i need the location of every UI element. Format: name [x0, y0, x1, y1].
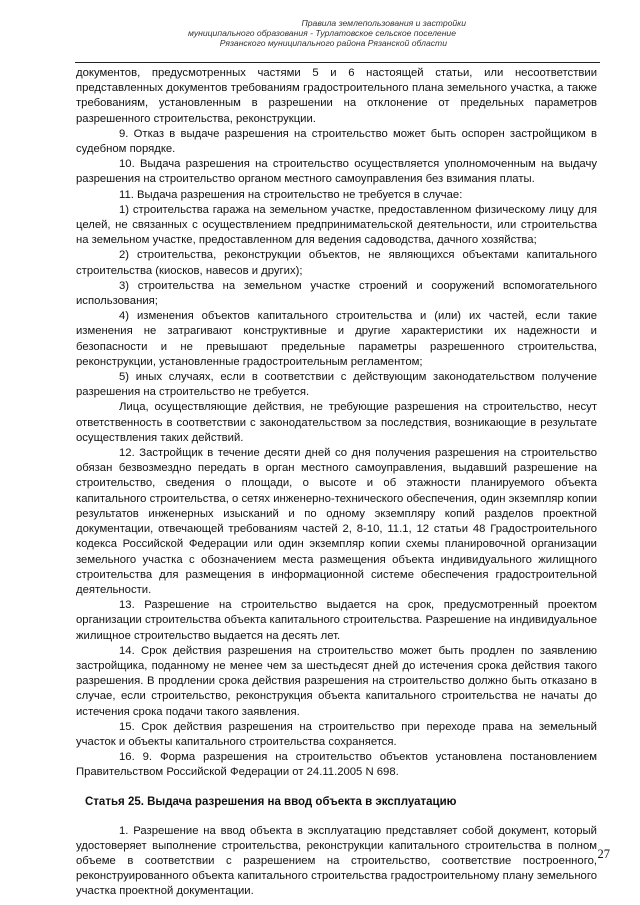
paragraph-11-item-1: 1) строительства гаража на земельном участке, предоставленном физическому лицу для целей, не связанных с осуществлением предпринимательской деятельности, или строительства на земельном участке, предоставленном для ведения садоводства, дачного хозяйства; — [76, 203, 597, 247]
header-line-1: Правила землепользования и застройки — [301, 18, 466, 28]
paragraph-12: 12. Застройщик в течение десяти дней со дня получения разрешения на строительство обязан безвозмездно передать в орган местного самоуправления, выдавший разрешение на строительство, сведения о площади, о высоте и об этажности планируемого объекта капитального строительства, о сетях инженерно-технического обеспечения, один экземпляр копии результатов инженерных изысканий и по одному экземпляру копий разделов проектной документации, отвечающей требованиям частей 2, 8-10, 11.1, 12 статьи 48 Градостроительного кодекса Российской Федерации или один экземпляр копии схемы планировочной организации земельного участка с обозначением места размещения объекта индивидуального жилищного строительства для размещения в информационной системе обеспечения градостроительной деятельности. — [76, 447, 597, 596]
header-line-3: Рязанского муниципального района Рязанской области — [219, 38, 447, 48]
running-header — [60, 18, 600, 48]
paragraph-16: 16. 9. Форма разрешения на строительство объектов установлена постановлением Правительством Российской Федерации от 24.11.2005 N 698. — [76, 751, 597, 779]
paragraph-13: 13. Разрешение на строительство выдается на срок, предусмотренный проектом организации строительства объекта капитального строительства. Разрешение на индивидуальное жилищное строительство выдается на десять лет. — [76, 599, 597, 642]
document-body — [76, 66, 597, 900]
paragraph-11-item-2: 2) строительства, реконструкции объектов, не являющихся объектами капитального строительства (киосков, навесов и других); — [76, 249, 597, 277]
paragraph-10: 10. Выдача разрешения на строительство осуществляется уполномоченным на выдачу разрешения на строительство органом местного самоуправления без взимания платы. — [76, 158, 597, 186]
header-rule — [75, 62, 600, 63]
paragraph-9: 9. Отказ в выдаче разрешения на строительство может быть оспорен застройщиком в судебном порядке. — [76, 127, 597, 156]
paragraph-15: 15. Срок действия разрешения на строительство при переходе права на земельный участок и объекты капитального строительства сохраняется. — [76, 720, 597, 748]
paragraph-liability: Лица, осуществляющие действия, не требующие разрешения на строительство, несут ответственность в соответствии с законодательством за последствия, возникающие в результате осуществления таких действий. — [76, 401, 597, 444]
article-25-heading: Статья 25. Выдача разрешения на ввод объекта в эксплуатацию — [85, 795, 457, 808]
paragraph-continuation: документов, предусмотренных частями 5 и 6 настоящей статьи, или несоответствии представленных документов требованиям градостроительного плана земельного участка, а также требованиям, установленным в разрешении на отклонение от предельных параметров разрешенного строительства, реконструкции. — [76, 67, 597, 125]
page-number: 27 — [597, 847, 610, 861]
article-25-paragraph-1: 1. Разрешение на ввод объекта в эксплуатацию представляет собой документ, который удостоверяет выполнение строительства, реконструкции капитального строительства в полном объеме в соответствии с разрешением на строительство, соответствие построенного, реконструированного объекта капитального строительства градостроительному плану земельного участка проектной документации. — [76, 824, 597, 898]
header-line-2: муниципального образования - Турлатовское сельское поселение — [188, 28, 456, 38]
paragraph-11: 11. Выдача разрешения на строительство не требуется в случае: — [119, 188, 463, 201]
paragraph-11-item-5: 5) иных случаях, если в соответствии с действующим законодательством получение разрешения на строительство не требуется. — [76, 371, 597, 399]
paragraph-14: 14. Срок действия разрешения на строительство может быть продлен по заявлению застройщика, поданному не менее чем за шестьдесят дней до истечения срока действия такого разрешения. В продлении срока действия разрешения на строительство должно быть отказано в случае, если строительство, реконструкция объекта капитального строительства не начаты до истечения срока подачи такого заявления. — [76, 644, 597, 718]
paragraph-11-item-4: 4) изменения объектов капитального строительства и (или) их частей, если такие изменения не затрагивают конструктивные и другие характеристики их надежности и безопасности и не превышают предельные параметры разрешенного строительства, реконструкции, установленные градостроительным регламентом; — [76, 310, 597, 368]
paragraph-11-item-3: 3) строительства на земельном участке строений и сооружений вспомогательного использования; — [76, 279, 597, 308]
